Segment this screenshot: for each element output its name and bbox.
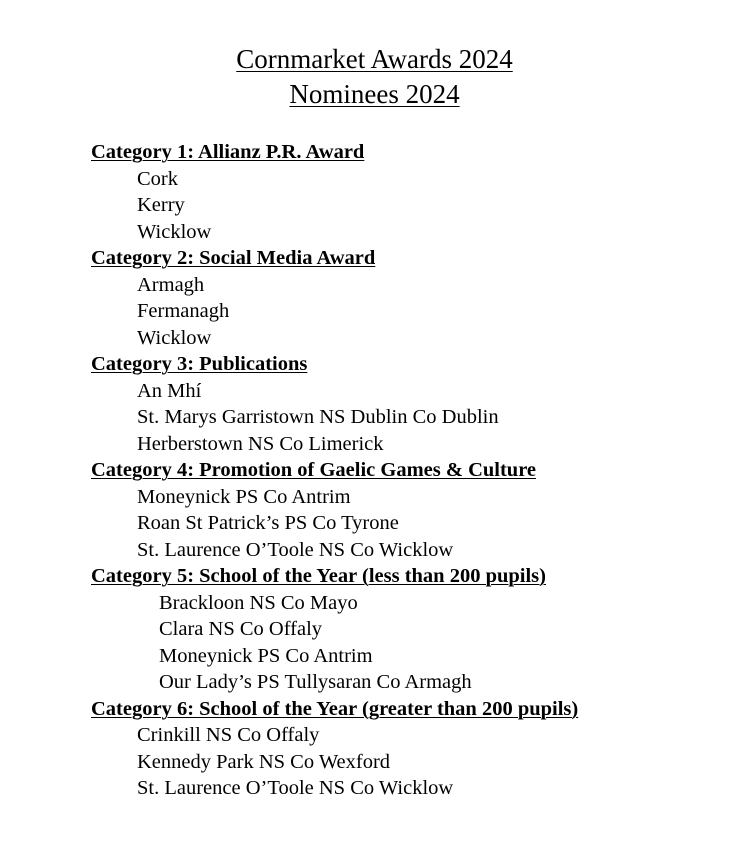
- nominee-item: Herberstown NS Co Limerick: [137, 432, 384, 455]
- category-1: [91, 139, 731, 245]
- nominee-item: An Mhí: [137, 379, 202, 402]
- category-5: [91, 563, 731, 696]
- category-heading: Category 5: School of the Year (less than 200 pupils): [91, 565, 546, 587]
- category-heading: Category 3: Publications: [91, 353, 308, 375]
- nominee-item: St. Laurence O’Toole NS Co Wicklow: [137, 538, 454, 561]
- nominee-item: Fermanagh: [137, 300, 230, 322]
- nominee-item: St. Laurence O’Toole NS Co Wicklow: [137, 777, 454, 799]
- category-heading: Category 6: School of the Year (greater than 200 pupils): [91, 697, 579, 720]
- category-heading: Category 2: Social Media Award: [91, 247, 376, 269]
- category-2: [91, 245, 731, 351]
- category-heading: Category 4: Promotion of Gaelic Games & Culture: [91, 459, 537, 481]
- page-subtitle-line: [0, 77, 749, 112]
- nominee-item: Wicklow: [137, 220, 212, 243]
- category-heading: Category 1: Allianz P.R. Award: [91, 141, 365, 163]
- category-4: [91, 457, 731, 563]
- title-block: [0, 42, 749, 112]
- nominee-item: Kerry: [137, 194, 185, 216]
- page-subtitle: Nominees 2024: [289, 79, 460, 109]
- nominee-item: Our Lady’s PS Tullysaran Co Armagh: [159, 671, 472, 693]
- nominee-item: Moneynick PS Co Antrim: [159, 644, 373, 667]
- category-6: [91, 696, 731, 802]
- nominee-item: Armagh: [137, 273, 205, 296]
- page-title-line: [0, 42, 749, 77]
- nominee-item: Cork: [137, 167, 178, 190]
- nominee-item: Brackloon NS Co Mayo: [159, 591, 358, 614]
- page-title: Cornmarket Awards 2024: [236, 44, 513, 74]
- nominee-item: St. Marys Garristown NS Dublin Co Dublin: [137, 406, 499, 428]
- nominee-item: Roan St Patrick’s PS Co Tyrone: [137, 512, 399, 534]
- nominee-list: [91, 139, 731, 802]
- nominee-item: Crinkill NS Co Offaly: [137, 724, 320, 746]
- nominee-item: Moneynick PS Co Antrim: [137, 485, 351, 508]
- category-3: [91, 351, 731, 457]
- nominee-item: Wicklow: [137, 326, 212, 349]
- nominee-item: Clara NS Co Offaly: [159, 618, 323, 640]
- nominee-item: Kennedy Park NS Co Wexford: [137, 750, 391, 773]
